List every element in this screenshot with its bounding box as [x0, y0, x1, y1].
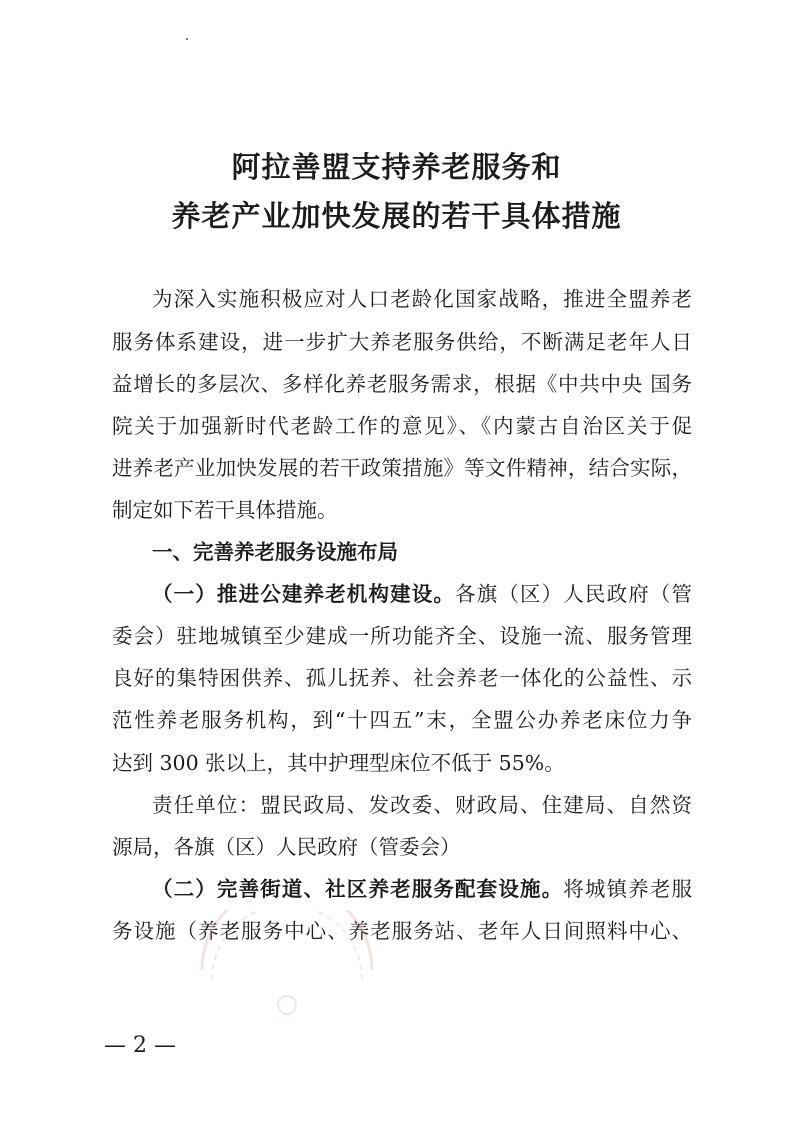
item1-line-1	[152, 580, 692, 608]
page-number: — 2 —	[104, 1033, 176, 1058]
item2-label: （二）完善街道、社区养老服务配套设施。	[152, 877, 564, 901]
faded-stamp	[192, 910, 382, 1028]
intro-line-1: 为深入实施积极应对人口老龄化国家战略，推进全盟养老	[152, 287, 692, 311]
scan-speck	[186, 38, 188, 40]
item1-label: （一）推进公建养老机构建设。	[152, 582, 456, 606]
responsibility-line-2: 源局，各旗（区）人民政府（管委会）	[112, 835, 461, 859]
intro-line-4: 院关于加强新时代老龄工作的意见》、《内蒙古自治区关于促	[112, 414, 692, 438]
item2-line-2: 务设施（养老服务中心、养老服务站、老年人日间照料中心、	[112, 919, 692, 943]
intro-line-2: 服务体系建设，进一步扩大养老服务供给，不断满足老年人日	[112, 330, 692, 354]
item1-line-2: 委会）驻地城镇至少建成一所功能齐全、设施一流、服务管理	[112, 624, 692, 648]
item1-line-4: 范性养老服务机构，到“十四五”末，全盟公办养老床位力争	[112, 708, 692, 732]
title-line-2: 养老产业加快发展的若干具体措施	[171, 199, 622, 233]
section-heading-1: 一、完善养老服务设施布局	[152, 540, 398, 564]
responsibility-line-1: 责任单位：盟民政局、发改委、财政局、住建局、自然资	[152, 793, 692, 817]
item1-first-line-text: 各旗（区）人民政府（管	[455, 582, 693, 606]
intro-line-5: 进养老产业加快发展的若干政策措施》等文件精神，结合实际，	[112, 456, 692, 480]
intro-line-3: 益增长的多层次、多样化养老服务需求，根据《中共中央 国务	[112, 372, 692, 396]
item2-line-1	[152, 875, 692, 903]
intro-line-6: 制定如下若干具体措施。	[112, 498, 338, 522]
item1-line-3: 良好的集特困供养、孤儿抚养、社会养老一体化的公益性、示	[112, 666, 692, 690]
item1-line-5: 达到 300 张以上，其中护理型床位不低于 55%。	[112, 751, 565, 775]
item2-first-line-text: 将城镇养老服	[563, 877, 693, 901]
title-line-1: 阿拉善盟支持养老服务和	[231, 150, 562, 184]
